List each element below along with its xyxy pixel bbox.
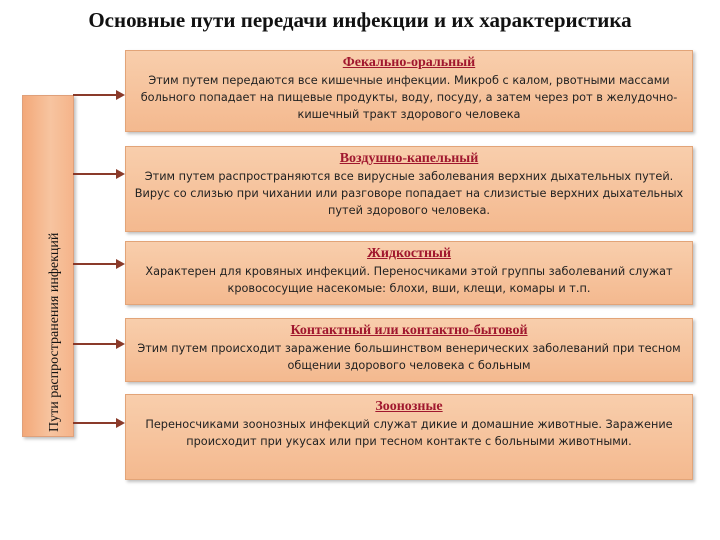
route-box-airborne xyxy=(125,146,693,232)
connector-arrow-2 xyxy=(73,173,123,175)
route-title: Зоонозные xyxy=(375,399,443,414)
route-title: Воздушно-капельный xyxy=(339,151,479,166)
route-title: Фекально-оральный xyxy=(342,55,476,70)
route-box-contact xyxy=(125,318,693,382)
connector-arrow-1 xyxy=(73,94,123,96)
side-category-label: Пути распространения инфекций xyxy=(47,232,62,432)
connector-arrow-3 xyxy=(73,263,123,265)
page-title: Основные пути передачи инфекции и их характеристика xyxy=(88,8,632,32)
route-description: Переносчиками зоонозных инфекций служат дикие и домашние животные. Заражение происходит при укусах или при тесном контакте с больными животными. xyxy=(145,418,673,448)
route-title: Жидкостный xyxy=(366,246,452,261)
route-description: Этим путем распространяются все вирусные заболевания верхних дыхательных путей. Вирус со слизью при чихании или разговоре попадает на слизистые верхних дыхательных путей здорового человека. xyxy=(134,170,684,217)
route-box-zoonotic xyxy=(125,394,693,480)
connector-arrow-5 xyxy=(73,422,123,424)
route-description: Характерен для кровяных инфекций. Переносчиками этой группы заболеваний служат кровососущие насекомые: блохи, вши, клещи, комары и т.п. xyxy=(145,265,673,295)
route-box-fecal-oral xyxy=(125,50,693,132)
route-title: Контактный или контактно-бытовой xyxy=(290,323,528,338)
route-description: Этим путем происходит заражение большинством венерических заболеваний при тесном общении здорового человека с больным xyxy=(137,342,681,372)
route-description: Этим путем передаются все кишечные инфекции. Микроб с калом, рвотными массами больного попадает на пищевые продукты, воду, посуду, а затем через рот в желудочно-кишечный тракт здорового человека xyxy=(140,74,678,121)
connector-arrow-4 xyxy=(73,343,123,345)
route-box-liquid xyxy=(125,241,693,305)
